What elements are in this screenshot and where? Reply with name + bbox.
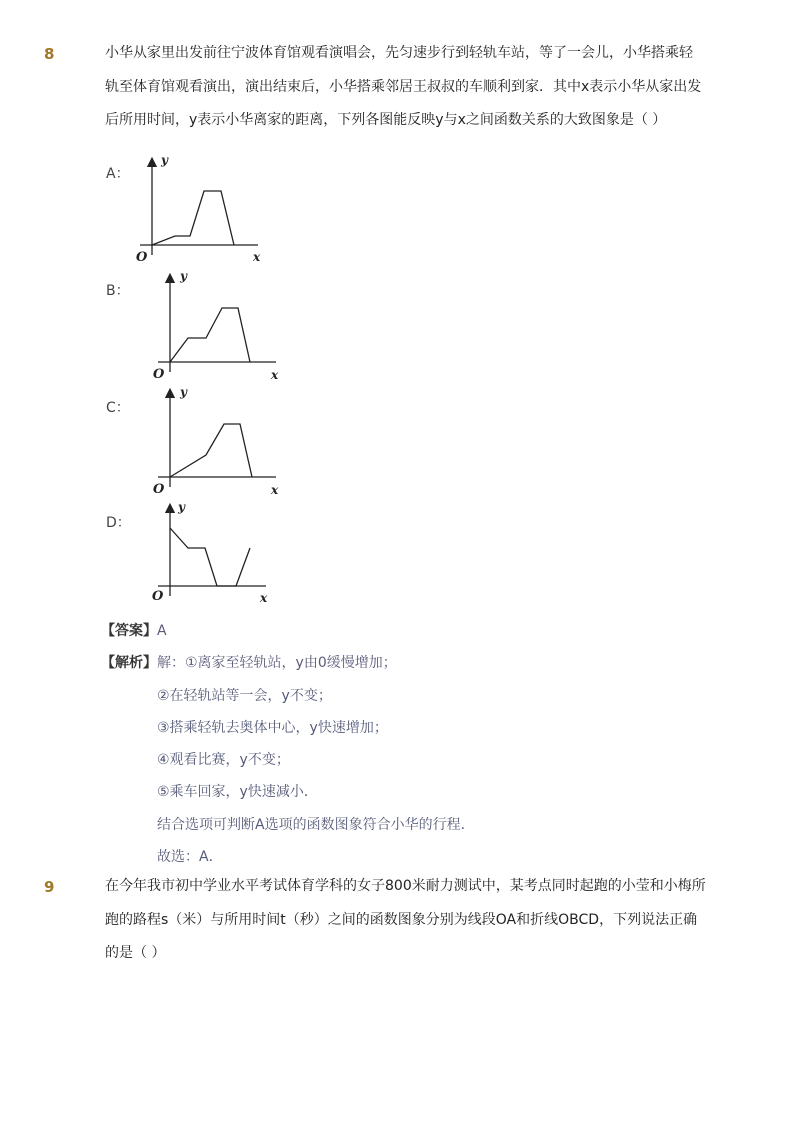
question-number: 8 (44, 45, 55, 63)
answer-tag: 【答案】 (101, 623, 157, 639)
y-axis-label: y (180, 269, 187, 283)
origin-label: O (152, 589, 164, 604)
analysis-line (101, 652, 397, 672)
analysis-step: ②在轻轨站等一会，y不变； (157, 688, 332, 704)
option-label-c[interactable]: C： (106, 400, 130, 416)
question-line: 的是（ ） (105, 945, 166, 961)
graph-b (158, 278, 276, 372)
y-axis-label: y (180, 385, 187, 399)
question-line: 后所用时间，y表示小华离家的距离，下列各图能反映y与x之间函数关系的大致图象是（ ） (105, 112, 667, 128)
analysis-text: 解：①离家至轻轨站，y由0缓慢增加； (157, 655, 397, 671)
option-label-d[interactable]: D： (106, 515, 131, 531)
question-line: 跑的路程s（米）与所用时间t（秒）之间的函数图象分别为线段OA和折线OBCD，下列说法正确 (105, 911, 698, 928)
x-axis-label: x (271, 368, 279, 382)
analysis-conclusion: 结合选项可判断A选项的函数图象符合小华的行程． (157, 817, 475, 833)
analysis-step: ⑤乘车回家，y快速减小． (157, 784, 318, 800)
graph-a-line (152, 191, 234, 245)
option-label-a[interactable]: A： (106, 166, 130, 182)
y-axis-label: y (161, 153, 168, 167)
analysis-tag: 【解析】 (101, 655, 157, 671)
graph-c (158, 393, 276, 487)
answer-value: A (157, 623, 167, 639)
graph-c-line (170, 424, 252, 477)
graph-b-line (170, 308, 250, 362)
option-label-b[interactable]: B： (106, 283, 130, 299)
y-axis-label: y (178, 500, 185, 514)
question-text (105, 870, 725, 971)
answer-line (101, 620, 167, 640)
x-axis-label: x (253, 250, 261, 264)
analysis-step: ③搭乘轻轨去奥体中心，y快速增加； (157, 720, 388, 736)
question-line: 在今年我市初中学业水平考试体育学科的女子800米耐力测试中，某考点同时起跑的小莹和小梅所 (105, 878, 706, 894)
question-line: 轨至体育馆观看演出，演出结束后，小华搭乘邻居王叔叔的车顺利到家．其中x表示小华从家出发 (105, 78, 702, 95)
graph-a (140, 162, 258, 255)
origin-label: O (153, 367, 165, 382)
x-axis-label: x (271, 483, 279, 497)
origin-label: O (136, 250, 148, 265)
origin-label: O (153, 482, 165, 497)
x-axis-label: x (260, 591, 268, 605)
question-line: 小华从家里出发前往宁波体育馆观看演唱会，先匀速步行到轻轨车站，等了一会儿，小华搭乘轻 (105, 45, 693, 61)
analysis-final: 故选：A． (157, 849, 223, 865)
graph-d (158, 508, 266, 596)
graph-d-line (170, 528, 250, 586)
question-number: 9 (44, 878, 55, 896)
analysis-step: ④观看比赛，y不变； (157, 752, 290, 768)
